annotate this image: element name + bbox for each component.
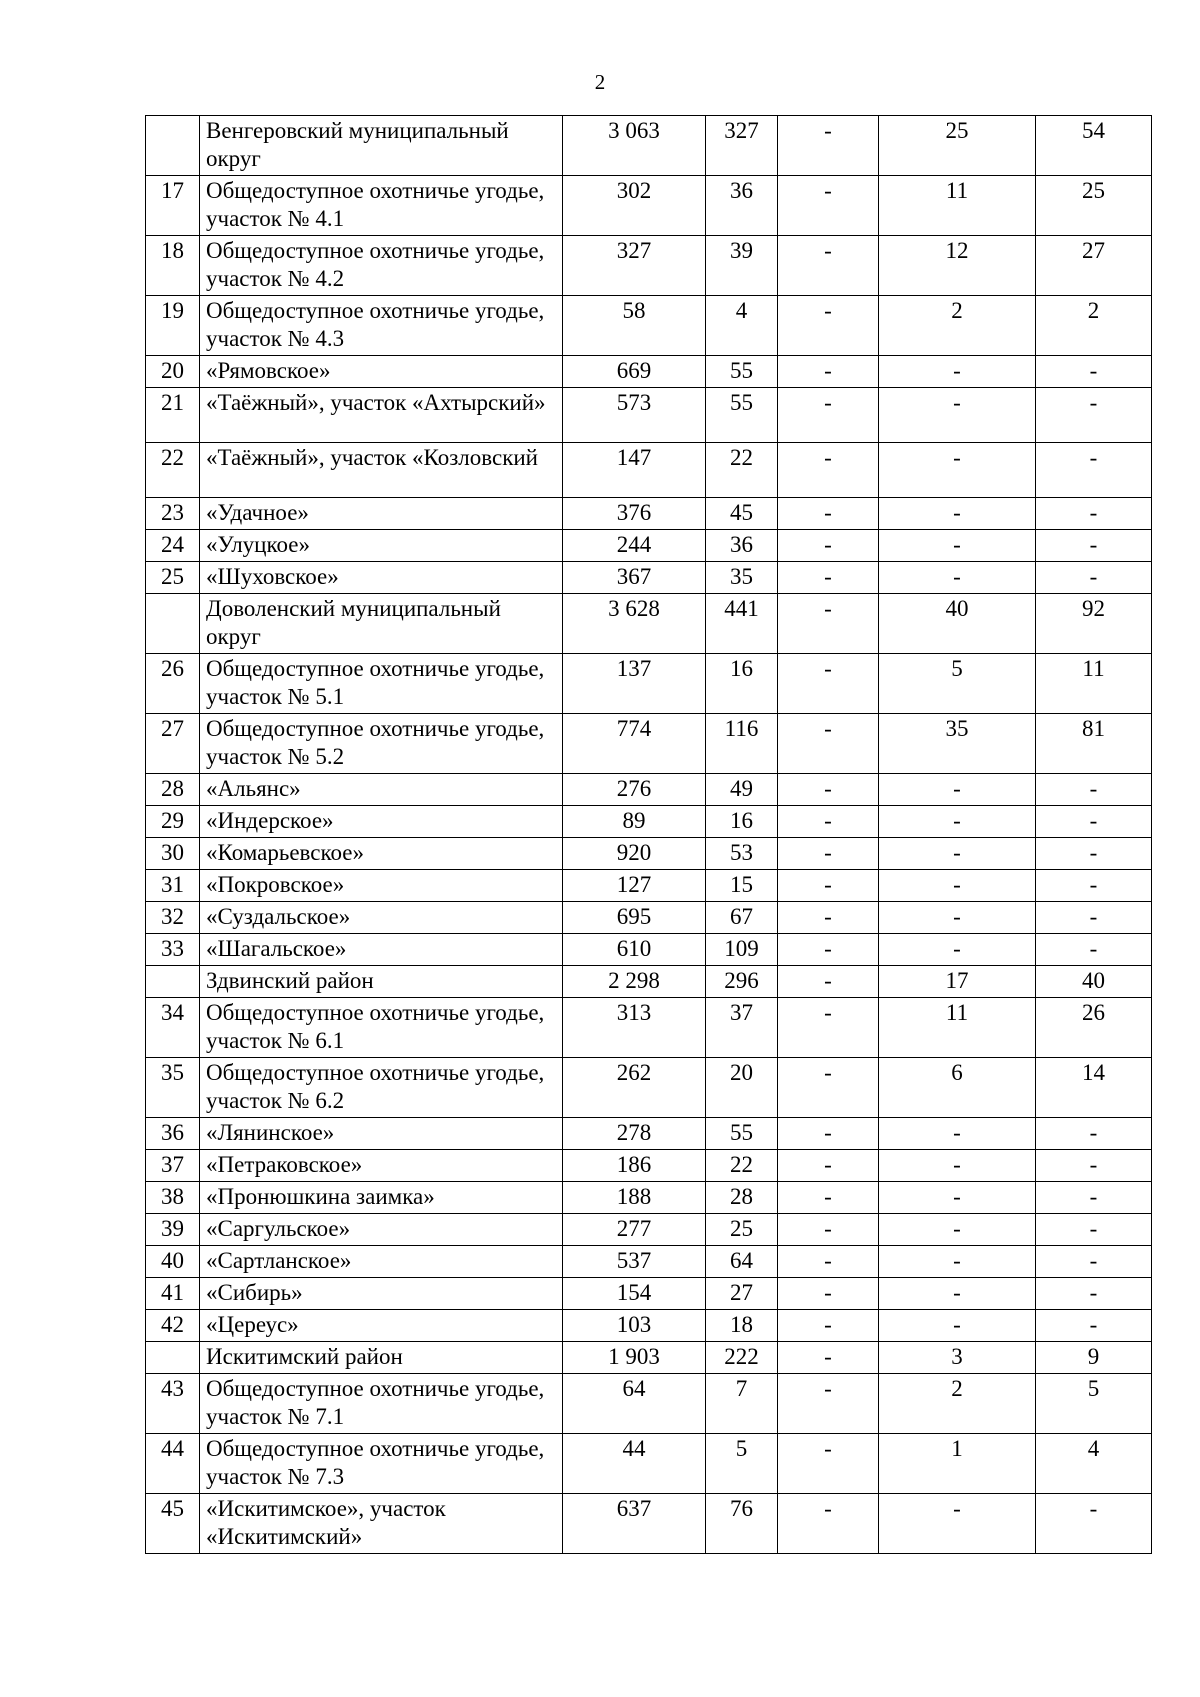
row-number-cell: [146, 594, 200, 654]
value-cell-1: 3 628: [563, 594, 706, 654]
value-cell-1: 3 063: [563, 116, 706, 176]
value-cell-1: 313: [563, 998, 706, 1058]
value-cell-5: 4: [1036, 1434, 1152, 1494]
value-cell-3: -: [778, 1150, 879, 1182]
table-row: [146, 654, 1152, 714]
value-cell-4: -: [879, 498, 1036, 530]
value-cell-4: -: [879, 870, 1036, 902]
row-number-cell: 26: [146, 654, 200, 714]
table-row: [146, 1118, 1152, 1150]
value-cell-2: 53: [706, 838, 778, 870]
value-cell-2: 7: [706, 1374, 778, 1434]
value-cell-1: 1 903: [563, 1342, 706, 1374]
value-cell-5: 54: [1036, 116, 1152, 176]
hunting-ground-name-cell: Общедоступное охотничье угодье, участок № 7.1: [200, 1374, 563, 1434]
value-cell-2: 15: [706, 870, 778, 902]
table-row: [146, 116, 1152, 176]
value-cell-5: -: [1036, 1494, 1152, 1554]
row-number-cell: 17: [146, 176, 200, 236]
value-cell-1: 58: [563, 296, 706, 356]
value-cell-5: 5: [1036, 1374, 1152, 1434]
value-cell-4: -: [879, 1494, 1036, 1554]
hunting-ground-name-cell: Общедоступное охотничье угодье, участок № 5.2: [200, 714, 563, 774]
hunting-ground-name-cell: «Улуцкое»: [200, 530, 563, 562]
hunting-ground-name-cell: Общедоступное охотничье угодье, участок № 6.2: [200, 1058, 563, 1118]
value-cell-5: -: [1036, 838, 1152, 870]
value-cell-5: -: [1036, 356, 1152, 388]
table-row: [146, 1310, 1152, 1342]
table-row: [146, 1214, 1152, 1246]
value-cell-4: -: [879, 1246, 1036, 1278]
value-cell-4: 35: [879, 714, 1036, 774]
hunting-ground-name-cell: Общедоступное охотничье угодье, участок № 4.1: [200, 176, 563, 236]
value-cell-2: 55: [706, 1118, 778, 1150]
value-cell-3: -: [778, 1182, 879, 1214]
row-number-cell: 39: [146, 1214, 200, 1246]
value-cell-4: 12: [879, 236, 1036, 296]
table-row: [146, 902, 1152, 934]
value-cell-3: -: [778, 902, 879, 934]
row-number-cell: 27: [146, 714, 200, 774]
table-row: [146, 870, 1152, 902]
value-cell-4: -: [879, 838, 1036, 870]
value-cell-3: -: [778, 654, 879, 714]
value-cell-5: -: [1036, 934, 1152, 966]
row-number-cell: 20: [146, 356, 200, 388]
value-cell-3: -: [778, 1494, 879, 1554]
value-cell-5: 9: [1036, 1342, 1152, 1374]
hunting-ground-name-cell: «Искитимское», участок «Искитимский»: [200, 1494, 563, 1554]
value-cell-2: 36: [706, 176, 778, 236]
value-cell-3: -: [778, 714, 879, 774]
table-row: [146, 1150, 1152, 1182]
row-number-cell: 23: [146, 498, 200, 530]
row-number-cell: 30: [146, 838, 200, 870]
value-cell-1: 147: [563, 443, 706, 498]
value-cell-1: 276: [563, 774, 706, 806]
value-cell-3: -: [778, 1434, 879, 1494]
value-cell-2: 28: [706, 1182, 778, 1214]
table-row: [146, 236, 1152, 296]
value-cell-1: 244: [563, 530, 706, 562]
value-cell-2: 45: [706, 498, 778, 530]
value-cell-2: 64: [706, 1246, 778, 1278]
value-cell-2: 18: [706, 1310, 778, 1342]
value-cell-1: 302: [563, 176, 706, 236]
value-cell-3: -: [778, 1214, 879, 1246]
value-cell-5: -: [1036, 1214, 1152, 1246]
value-cell-1: 669: [563, 356, 706, 388]
value-cell-2: 16: [706, 806, 778, 838]
row-number-cell: 35: [146, 1058, 200, 1118]
value-cell-2: 76: [706, 1494, 778, 1554]
value-cell-3: -: [778, 1374, 879, 1434]
value-cell-5: -: [1036, 498, 1152, 530]
value-cell-4: -: [879, 388, 1036, 443]
table-row: [146, 176, 1152, 236]
value-cell-2: 37: [706, 998, 778, 1058]
table-row: [146, 934, 1152, 966]
value-cell-1: 262: [563, 1058, 706, 1118]
row-number-cell: 31: [146, 870, 200, 902]
row-number-cell: 41: [146, 1278, 200, 1310]
value-cell-4: -: [879, 1214, 1036, 1246]
value-cell-3: -: [778, 594, 879, 654]
value-cell-3: -: [778, 388, 879, 443]
hunting-ground-name-cell: «Удачное»: [200, 498, 563, 530]
value-cell-4: 6: [879, 1058, 1036, 1118]
value-cell-4: -: [879, 443, 1036, 498]
value-cell-2: 296: [706, 966, 778, 998]
value-cell-5: -: [1036, 774, 1152, 806]
value-cell-1: 573: [563, 388, 706, 443]
value-cell-1: 44: [563, 1434, 706, 1494]
value-cell-4: 3: [879, 1342, 1036, 1374]
table-row: [146, 594, 1152, 654]
value-cell-3: -: [778, 966, 879, 998]
value-cell-5: -: [1036, 443, 1152, 498]
hunting-ground-name-cell: «Альянс»: [200, 774, 563, 806]
value-cell-1: 277: [563, 1214, 706, 1246]
value-cell-2: 441: [706, 594, 778, 654]
value-cell-3: -: [778, 934, 879, 966]
value-cell-4: -: [879, 774, 1036, 806]
row-number-cell: 32: [146, 902, 200, 934]
value-cell-5: -: [1036, 902, 1152, 934]
table-row: [146, 530, 1152, 562]
hunting-ground-name-cell: Венгеровский муниципальный округ: [200, 116, 563, 176]
value-cell-3: -: [778, 116, 879, 176]
value-cell-4: 40: [879, 594, 1036, 654]
hunting-ground-name-cell: «Пронюшкина заимка»: [200, 1182, 563, 1214]
value-cell-5: 81: [1036, 714, 1152, 774]
value-cell-3: -: [778, 1310, 879, 1342]
row-number-cell: 40: [146, 1246, 200, 1278]
value-cell-4: 2: [879, 296, 1036, 356]
value-cell-1: 154: [563, 1278, 706, 1310]
value-cell-5: -: [1036, 1182, 1152, 1214]
row-number-cell: 19: [146, 296, 200, 356]
row-number-cell: 33: [146, 934, 200, 966]
table-row: [146, 774, 1152, 806]
value-cell-2: 5: [706, 1434, 778, 1494]
row-number-cell: 29: [146, 806, 200, 838]
hunting-ground-name-cell: «Петраковское»: [200, 1150, 563, 1182]
value-cell-5: -: [1036, 806, 1152, 838]
table-row: [146, 1374, 1152, 1434]
value-cell-2: 35: [706, 562, 778, 594]
value-cell-4: -: [879, 1310, 1036, 1342]
table-row: [146, 1182, 1152, 1214]
value-cell-5: 40: [1036, 966, 1152, 998]
table-row: [146, 1246, 1152, 1278]
value-cell-3: -: [778, 498, 879, 530]
value-cell-3: -: [778, 1118, 879, 1150]
row-number-cell: 34: [146, 998, 200, 1058]
value-cell-4: -: [879, 1278, 1036, 1310]
value-cell-4: 25: [879, 116, 1036, 176]
value-cell-5: -: [1036, 562, 1152, 594]
value-cell-5: -: [1036, 530, 1152, 562]
row-number-cell: 43: [146, 1374, 200, 1434]
value-cell-3: -: [778, 236, 879, 296]
value-cell-4: -: [879, 1182, 1036, 1214]
value-cell-5: -: [1036, 388, 1152, 443]
value-cell-4: -: [879, 902, 1036, 934]
value-cell-2: 25: [706, 1214, 778, 1246]
hunting-ground-name-cell: «Цереус»: [200, 1310, 563, 1342]
value-cell-4: 1: [879, 1434, 1036, 1494]
table-row: [146, 714, 1152, 774]
value-cell-2: 67: [706, 902, 778, 934]
hunting-ground-name-cell: «Комарьевское»: [200, 838, 563, 870]
table-row: [146, 1342, 1152, 1374]
row-number-cell: 28: [146, 774, 200, 806]
hunting-ground-name-cell: «Саргульское»: [200, 1214, 563, 1246]
hunting-ground-name-cell: «Лянинское»: [200, 1118, 563, 1150]
value-cell-5: -: [1036, 1246, 1152, 1278]
value-cell-2: 4: [706, 296, 778, 356]
value-cell-3: -: [778, 806, 879, 838]
row-number-cell: 38: [146, 1182, 200, 1214]
hunting-ground-name-cell: «Индерское»: [200, 806, 563, 838]
value-cell-4: -: [879, 1150, 1036, 1182]
value-cell-5: -: [1036, 1278, 1152, 1310]
value-cell-1: 774: [563, 714, 706, 774]
value-cell-4: 2: [879, 1374, 1036, 1434]
row-number-cell: 24: [146, 530, 200, 562]
value-cell-2: 55: [706, 356, 778, 388]
value-cell-1: 186: [563, 1150, 706, 1182]
hunting-ground-name-cell: Общедоступное охотничье угодье, участок № 4.2: [200, 236, 563, 296]
value-cell-5: -: [1036, 870, 1152, 902]
value-cell-5: -: [1036, 1150, 1152, 1182]
hunting-ground-name-cell: «Покровское»: [200, 870, 563, 902]
value-cell-1: 920: [563, 838, 706, 870]
hunting-ground-name-cell: Общедоступное охотничье угодье, участок № 6.1: [200, 998, 563, 1058]
hunting-ground-name-cell: Общедоступное охотничье угодье, участок № 4.3: [200, 296, 563, 356]
value-cell-2: 22: [706, 443, 778, 498]
row-number-cell: 22: [146, 443, 200, 498]
row-number-cell: 36: [146, 1118, 200, 1150]
hunting-ground-name-cell: Общедоступное охотничье угодье, участок № 7.3: [200, 1434, 563, 1494]
value-cell-3: -: [778, 838, 879, 870]
value-cell-4: -: [879, 1118, 1036, 1150]
value-cell-2: 116: [706, 714, 778, 774]
table-row: [146, 498, 1152, 530]
value-cell-4: 17: [879, 966, 1036, 998]
hunting-ground-name-cell: «Сартланское»: [200, 1246, 563, 1278]
hunting-ground-name-cell: «Шуховское»: [200, 562, 563, 594]
table-row: [146, 998, 1152, 1058]
value-cell-3: -: [778, 1058, 879, 1118]
value-cell-4: -: [879, 530, 1036, 562]
value-cell-5: -: [1036, 1118, 1152, 1150]
value-cell-5: 14: [1036, 1058, 1152, 1118]
value-cell-3: -: [778, 1246, 879, 1278]
value-cell-1: 637: [563, 1494, 706, 1554]
hunting-ground-name-cell: «Таёжный», участок «Ахтырский»: [200, 388, 563, 443]
hunting-ground-name-cell: «Сибирь»: [200, 1278, 563, 1310]
hunting-ground-name-cell: «Шагальское»: [200, 934, 563, 966]
value-cell-3: -: [778, 870, 879, 902]
row-number-cell: [146, 1342, 200, 1374]
value-cell-1: 327: [563, 236, 706, 296]
value-cell-2: 49: [706, 774, 778, 806]
value-cell-2: 55: [706, 388, 778, 443]
row-number-cell: 21: [146, 388, 200, 443]
value-cell-3: -: [778, 1278, 879, 1310]
value-cell-2: 222: [706, 1342, 778, 1374]
value-cell-5: 26: [1036, 998, 1152, 1058]
hunting-ground-name-cell: Здвинский район: [200, 966, 563, 998]
table-row: [146, 356, 1152, 388]
value-cell-3: -: [778, 443, 879, 498]
value-cell-4: -: [879, 562, 1036, 594]
value-cell-4: -: [879, 356, 1036, 388]
data-table: [145, 115, 1152, 1554]
value-cell-1: 610: [563, 934, 706, 966]
table-row: [146, 806, 1152, 838]
row-number-cell: 42: [146, 1310, 200, 1342]
value-cell-1: 188: [563, 1182, 706, 1214]
value-cell-1: 537: [563, 1246, 706, 1278]
table-body: [146, 116, 1152, 1554]
value-cell-2: 327: [706, 116, 778, 176]
value-cell-5: -: [1036, 1310, 1152, 1342]
value-cell-2: 20: [706, 1058, 778, 1118]
hunting-ground-name-cell: Искитимский район: [200, 1342, 563, 1374]
value-cell-5: 11: [1036, 654, 1152, 714]
value-cell-3: -: [778, 998, 879, 1058]
table-row: [146, 1278, 1152, 1310]
value-cell-5: 27: [1036, 236, 1152, 296]
table-row: [146, 1434, 1152, 1494]
hunting-ground-name-cell: «Рямовское»: [200, 356, 563, 388]
table-row: [146, 443, 1152, 498]
row-number-cell: 25: [146, 562, 200, 594]
value-cell-4: 11: [879, 998, 1036, 1058]
table-row: [146, 1058, 1152, 1118]
hunting-ground-name-cell: «Таёжный», участок «Козловский: [200, 443, 563, 498]
value-cell-2: 22: [706, 1150, 778, 1182]
value-cell-3: -: [778, 774, 879, 806]
value-cell-1: 127: [563, 870, 706, 902]
value-cell-1: 137: [563, 654, 706, 714]
value-cell-4: 11: [879, 176, 1036, 236]
row-number-cell: 44: [146, 1434, 200, 1494]
value-cell-5: 2: [1036, 296, 1152, 356]
value-cell-4: 5: [879, 654, 1036, 714]
value-cell-3: -: [778, 176, 879, 236]
value-cell-3: -: [778, 296, 879, 356]
value-cell-2: 16: [706, 654, 778, 714]
value-cell-3: -: [778, 1342, 879, 1374]
value-cell-2: 36: [706, 530, 778, 562]
value-cell-5: 25: [1036, 176, 1152, 236]
table-row: [146, 838, 1152, 870]
value-cell-1: 103: [563, 1310, 706, 1342]
value-cell-4: -: [879, 934, 1036, 966]
row-number-cell: 45: [146, 1494, 200, 1554]
hunting-ground-name-cell: «Суздальское»: [200, 902, 563, 934]
value-cell-3: -: [778, 530, 879, 562]
page-number: 2: [594, 70, 606, 94]
hunting-ground-name-cell: Доволенский муниципальный округ: [200, 594, 563, 654]
table-row: [146, 562, 1152, 594]
value-cell-1: 695: [563, 902, 706, 934]
value-cell-5: 92: [1036, 594, 1152, 654]
value-cell-1: 278: [563, 1118, 706, 1150]
row-number-cell: [146, 116, 200, 176]
value-cell-1: 367: [563, 562, 706, 594]
value-cell-2: 109: [706, 934, 778, 966]
value-cell-2: 27: [706, 1278, 778, 1310]
row-number-cell: [146, 966, 200, 998]
value-cell-1: 376: [563, 498, 706, 530]
row-number-cell: 37: [146, 1150, 200, 1182]
hunting-ground-name-cell: Общедоступное охотничье угодье, участок № 5.1: [200, 654, 563, 714]
table-row: [146, 966, 1152, 998]
table-row: [146, 296, 1152, 356]
value-cell-3: -: [778, 356, 879, 388]
value-cell-1: 2 298: [563, 966, 706, 998]
value-cell-3: -: [778, 562, 879, 594]
value-cell-1: 64: [563, 1374, 706, 1434]
value-cell-1: 89: [563, 806, 706, 838]
value-cell-4: -: [879, 806, 1036, 838]
value-cell-2: 39: [706, 236, 778, 296]
table-row: [146, 1494, 1152, 1554]
row-number-cell: 18: [146, 236, 200, 296]
table-row: [146, 388, 1152, 443]
